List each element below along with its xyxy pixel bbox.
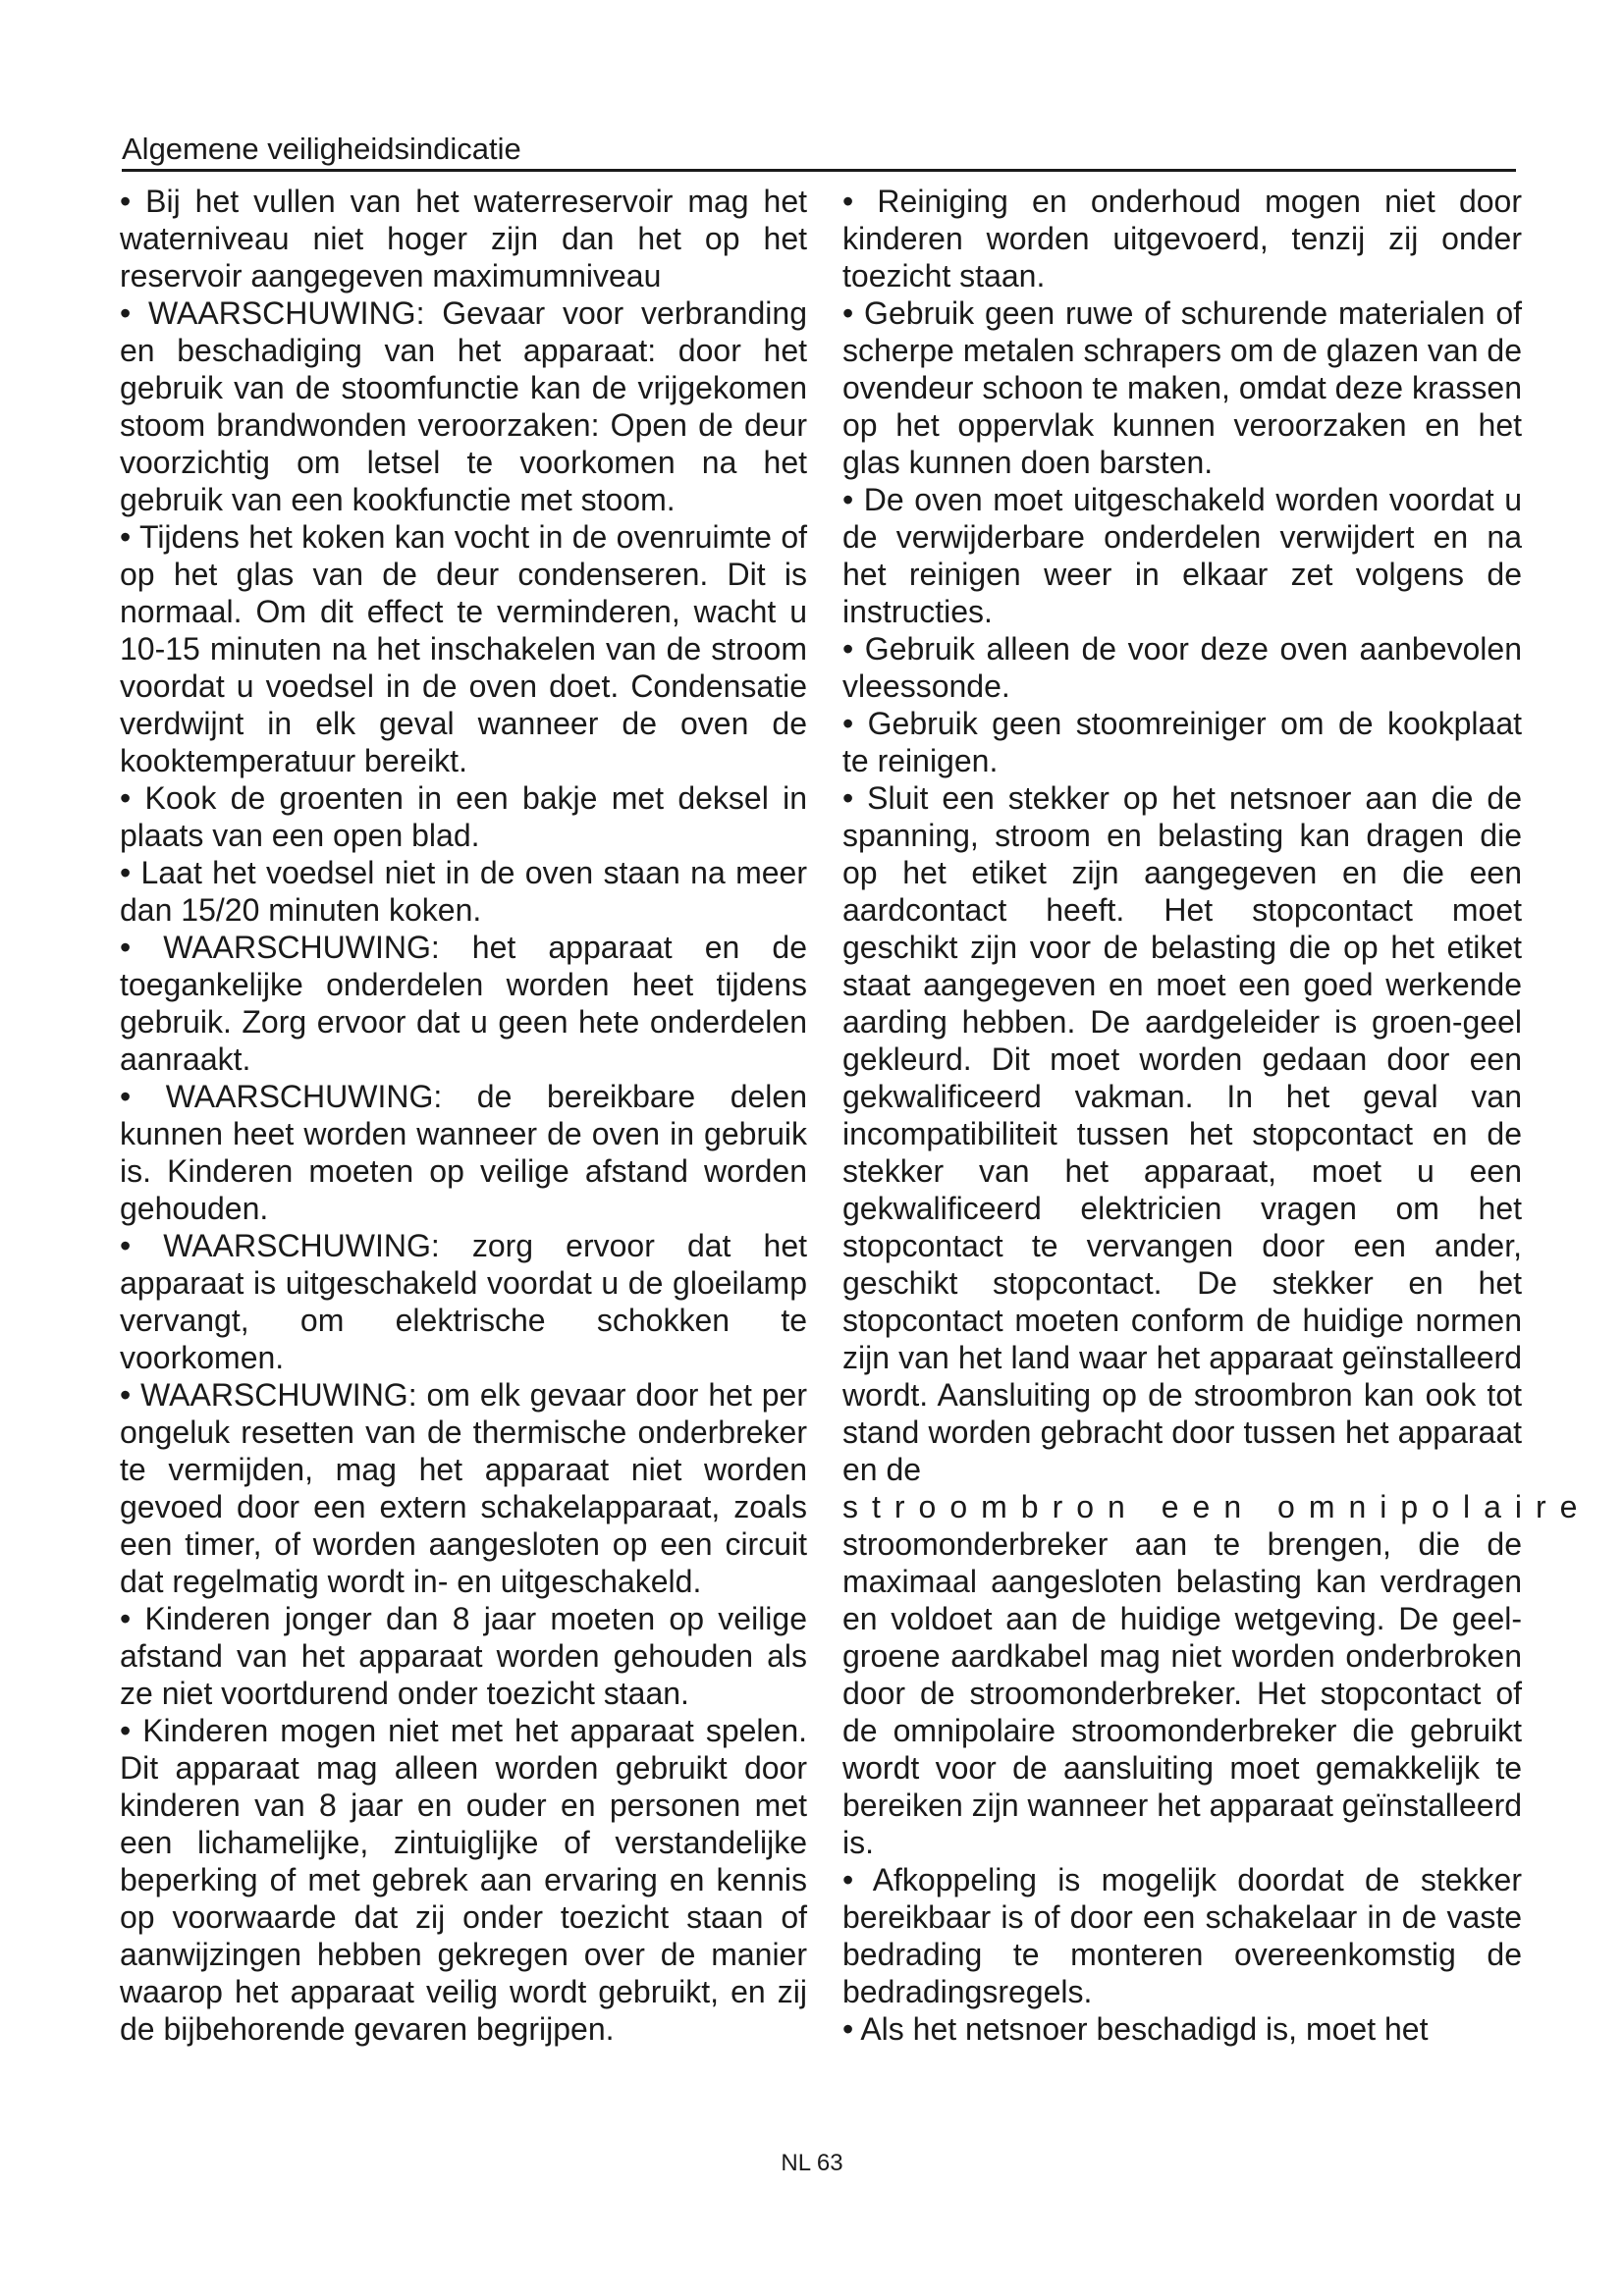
safety-item: • WAARSCHUWING: het apparaat en de toegankelijke onderdelen worden heet tijdens gebruik. Zorg ervoor dat u geen hete onderdelen aanraakt. — [120, 930, 807, 1077]
safety-item: • WAARSCHUWING: om elk gevaar door het per ongeluk resetten van de thermische onderbreker te vermijden, mag het apparaat niet worden gevoed door een extern schakelapparaat, zoals een timer, of worden aangesloten op een circuit dat regelmatig wordt in- en uitgeschakeld. — [120, 1377, 807, 1599]
safety-item: • Bij het vullen van het waterreservoir mag het waterniveau niet hoger zijn dan het op het reservoir aangegeven maximumniveau — [120, 184, 807, 294]
safety-item: • Laat het voedsel niet in de oven staan na meer dan 15/20 minuten koken. — [120, 855, 807, 928]
safety-item: • De oven moet uitgeschakeld worden voordat u de verwijderbare onderdelen verwijdert en na het reinigen weer in elkaar zet volgens de instructies. — [842, 482, 1522, 629]
safety-item: • Kook de groenten in een bakje met deksel in plaats van een open blad. — [120, 780, 807, 853]
safety-item: • Als het netsnoer beschadigd is, moet het — [842, 2011, 1429, 2047]
safety-item: • WAARSCHUWING: Gevaar voor verbranding en beschadiging van het apparaat: door het gebruik van de stoomfunctie kan de vrijgekomen stoom brandwonden veroorzaken: Open de deur voorzichtig om letsel te voorkomen na het gebruik van een kookfunctie met stoom. — [120, 295, 807, 517]
safety-item-grounding: • Sluit een stekker op het netsnoer aan die de spanning, stroom en belasting kan dragen die op het etiket zijn aangegeven en die een aardcontact heeft. Het stopcontact moet geschikt zijn voor de belasting die op het etiket staat aangegeven en moet een goed werkende aarding hebben. De aardgeleider is groen-geel gekleurd. Dit moet worden gedaan door een gekwalificeerd vakman. In het geval van incompatibiliteit tussen het stopcontact en de stekker van het apparaat, moet u een gekwalificeerd elektricien vragen om het stopcontact te vervangen door een ander, geschikt stopcontact. De stekker en het stopcontact moeten conform de huidige normen zijn van het land waar het apparaat geïnstalleerd wordt. Aansluiting op de stroombron kan ook tot stand worden gebracht door tussen het apparaat en de — [842, 780, 1522, 1487]
safety-item-grounding-continued: stroomonderbreker aan te brengen, die de maximaal aangesloten belasting kan verdragen en voldoet aan de huidige wetgeving. De geel-groene aardkabel mag niet worden onderbroken door de stroomonderbreker. Het stopcontact of de omnipolaire stroomonderbreker die gebruikt wordt voor de aansluiting moet gemakkelijk te bereiken zijn wanneer het apparaat geïnstalleerd is. — [842, 1526, 1523, 1860]
section-header — [122, 132, 1516, 172]
section-title: Algemene veiligheidsindicatie — [122, 132, 521, 166]
safety-item: • Gebruik geen stoomreiniger om de kookplaat te reinigen. — [842, 706, 1522, 778]
safety-item: • WAARSCHUWING: zorg ervoor dat het apparaat is uitgeschakeld voordat u de gloeilamp vervangt, om elektrische schokken te voorkomen. — [120, 1228, 807, 1375]
safety-item-grounding-spaced-line: stroombron een omnipolaire — [842, 1489, 1592, 1524]
safety-item: • Kinderen jonger dan 8 jaar moeten op veilige afstand van het apparaat worden gehouden als ze niet voortdurend onder toezicht staan. — [120, 1601, 807, 1711]
left-column — [120, 183, 807, 2048]
safety-item: • Kinderen mogen niet met het apparaat spelen. Dit apparaat mag alleen worden gebruikt door kinderen van 8 jaar en ouder en personen met een lichamelijke, zintuiglijke of verstandelijke beperking of met gebrek aan ervaring en kennis op voorwaarde dat zij onder toezicht staan of aanwijzingen hebben gekregen over de manier waarop het apparaat veilig wordt gebruikt, en zij de bijbehorende gevaren begrijpen. — [120, 1713, 807, 2047]
safety-item: • Tijdens het koken kan vocht in de ovenruimte of op het glas van de deur condenseren. Dit is normaal. Om dit effect te verminderen, wacht u 10-15 minuten na het inschakelen van de stroom voordat u voedsel in de oven doet. Condensatie verdwijnt in elk geval wanneer de oven de kooktemperatuur bereikt. — [120, 519, 807, 778]
safety-item: • Reiniging en onderhoud mogen niet door kinderen worden uitgevoerd, tenzij zij onder toezicht staan. — [842, 184, 1522, 294]
safety-item: • Gebruik geen ruwe of schurende materialen of scherpe metalen schrapers om de glazen van de ovendeur schoon te maken, omdat deze krassen op het oppervlak kunnen veroorzaken en het glas kunnen doen barsten. — [842, 295, 1522, 480]
right-column — [842, 183, 1592, 2048]
page-number: NL 63 — [781, 2150, 843, 2176]
safety-item: • Gebruik alleen de voor deze oven aanbevolen vleessonde. — [842, 631, 1522, 704]
safety-item: • WAARSCHUWING: de bereikbare delen kunnen heet worden wanneer de oven in gebruik is. Kinderen moeten op veilige afstand worden gehouden. — [120, 1079, 807, 1226]
safety-item: • Afkoppeling is mogelijk doordat de stekker bereikbaar is of door een schakelaar in de vaste bedrading te monteren overeenkomstig de bedradingsregels. — [842, 1862, 1522, 2009]
